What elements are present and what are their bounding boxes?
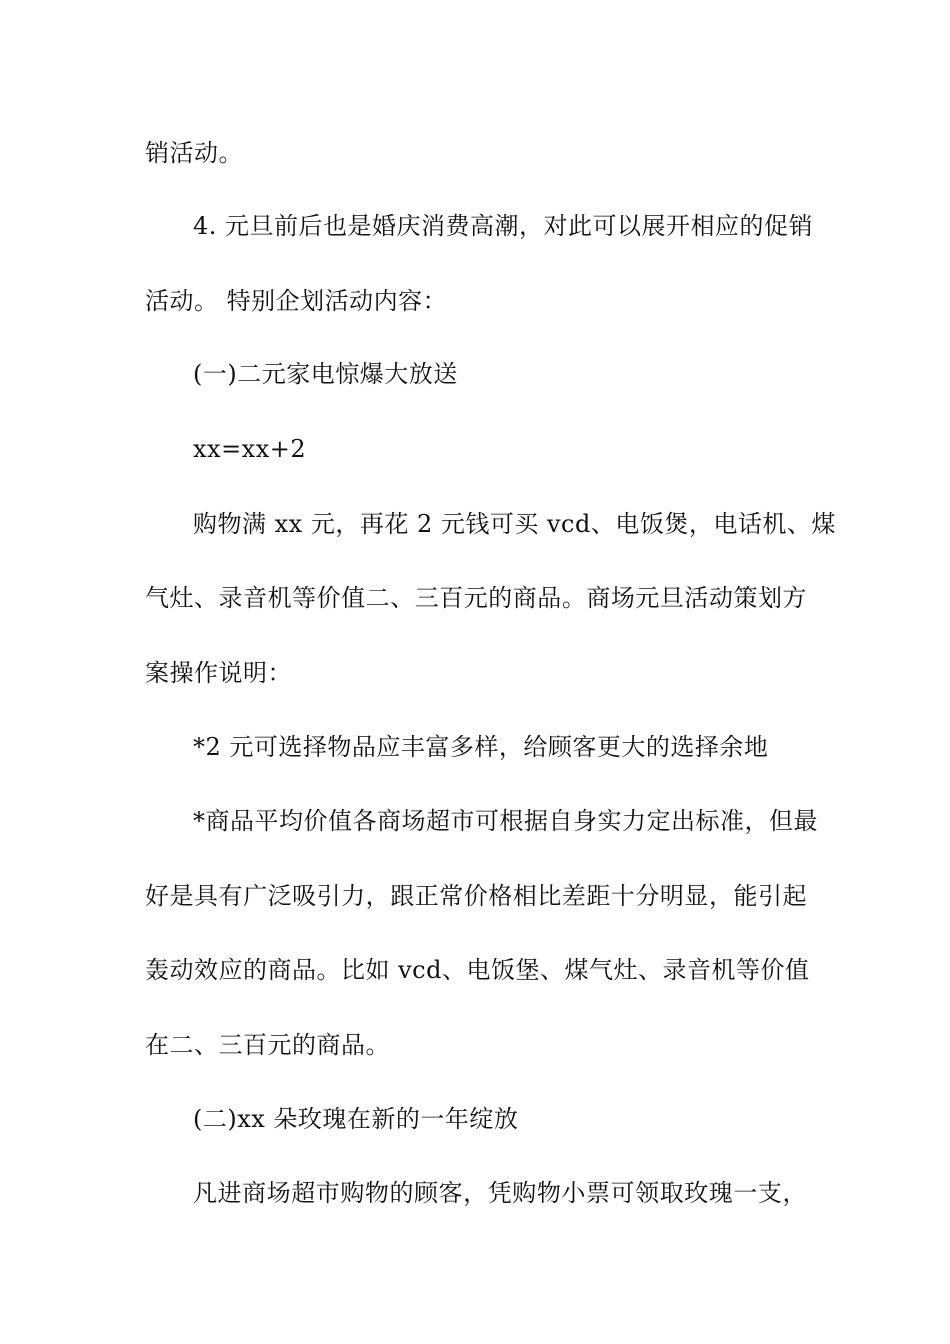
paragraph-line: 轰动效应的商品。比如 vcd、电饭堡、煤气灶、录音机等价值	[145, 956, 810, 984]
paragraph-line: 气灶、录音机等价值二、三百元的商品。商场元旦活动策划方	[145, 584, 807, 612]
paragraph-line: 在二、三百元的商品。	[145, 1031, 390, 1059]
paragraph-line: 销活动。	[145, 139, 243, 167]
paragraph-line: 购物满 xx 元，再花 2 元钱可买 vcd、电饭煲，电话机、煤	[193, 510, 836, 538]
section-heading: (一)二元家电惊爆大放送	[193, 360, 458, 388]
paragraph-line: 案操作说明：	[145, 659, 292, 687]
paragraph-line: 活动。 特别企划活动内容：	[145, 287, 448, 315]
paragraph-line: 好是具有广泛吸引力，跟正常价格相比差距十分明显，能引起	[145, 882, 807, 910]
formula-line: xx=xx+2	[193, 435, 307, 463]
bullet-line: *2 元可选择物品应丰富多样，给顾客更大的选择余地	[193, 733, 769, 761]
paragraph-line: 凡进商场超市购物的顾客，凭购物小票可领取玫瑰一支，	[193, 1179, 807, 1207]
section-heading: (二)xx 朵玫瑰在新的一年绽放	[193, 1105, 519, 1133]
paragraph-line: 4. 元旦前后也是婚庆消费高潮，对此可以展开相应的促销	[193, 212, 814, 240]
bullet-line: *商品平均价值各商场超市可根据自身实力定出标准，但最	[193, 807, 818, 835]
